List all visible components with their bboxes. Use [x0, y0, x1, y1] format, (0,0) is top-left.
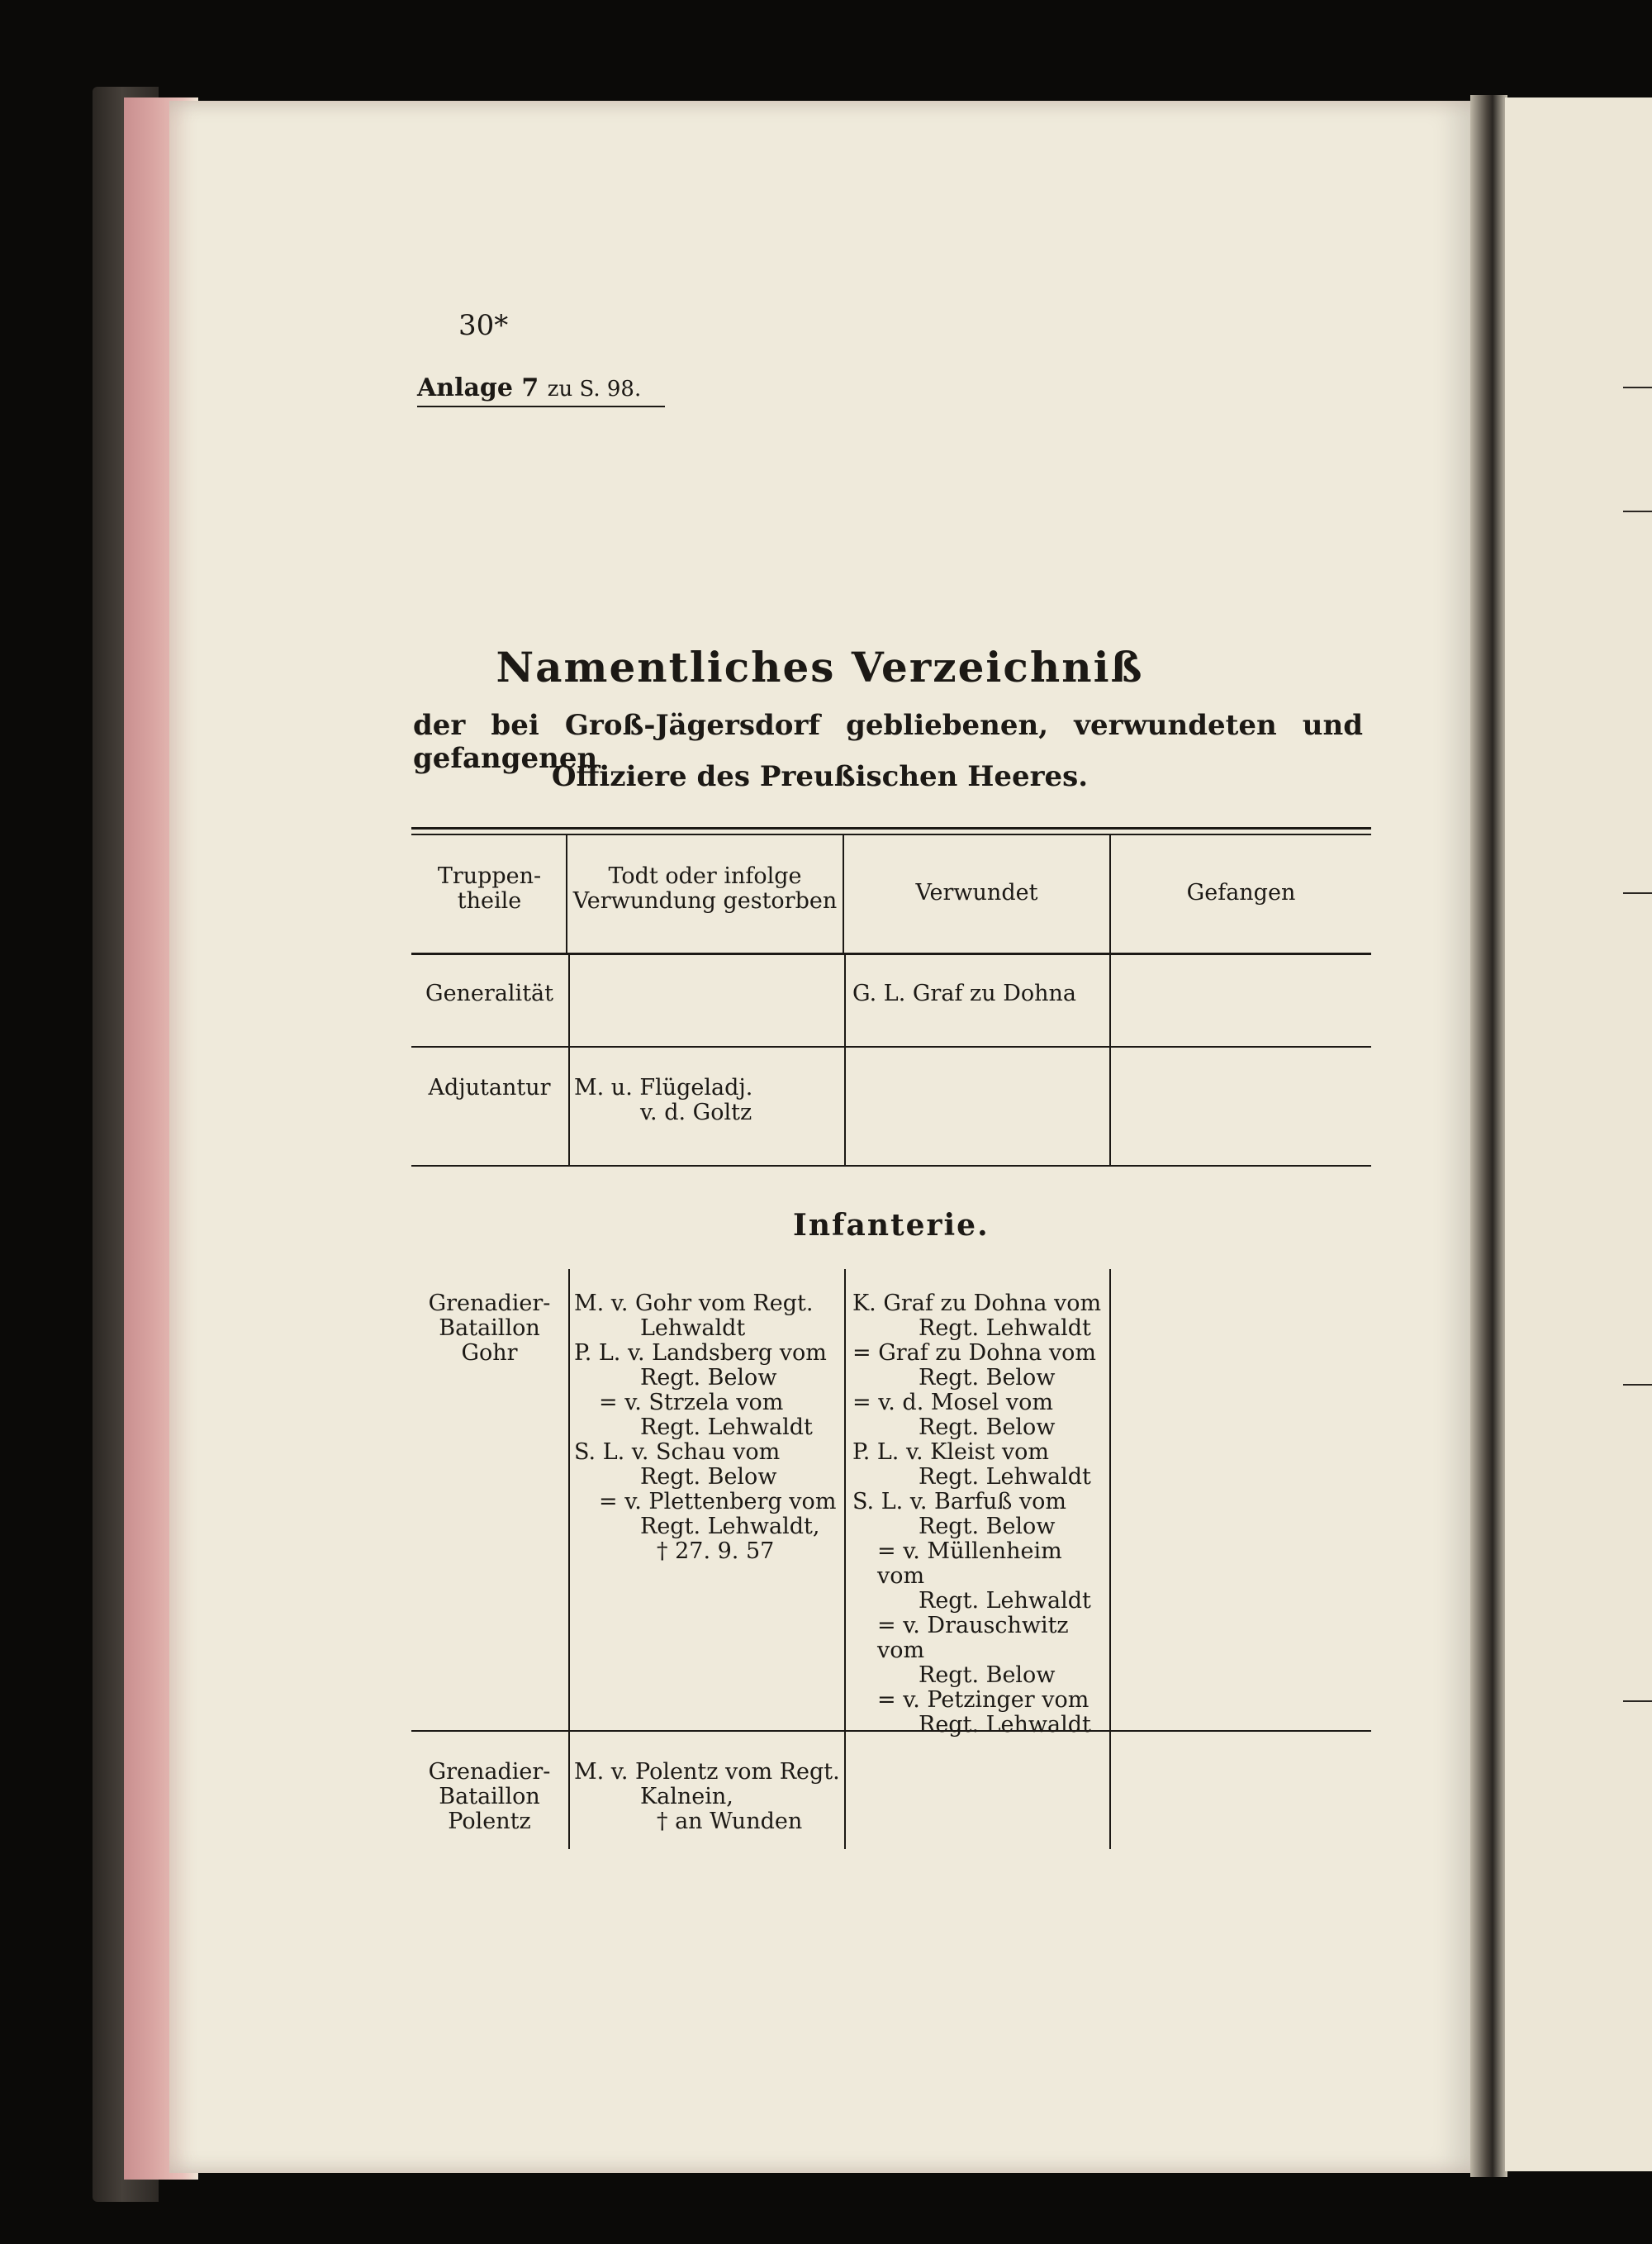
row-dead-line: M. u. Flügeladj. [574, 1075, 753, 1101]
row-unit: Generalität [425, 981, 553, 1006]
entry-line: S. L. v. Barfuß vom [852, 1489, 1066, 1514]
entry-line: P. L. v. Kleist vom [852, 1439, 1049, 1465]
entry-line: = v. Strzela vom [599, 1390, 784, 1415]
entry-line: Regt. Lehwaldt [919, 1712, 1091, 1738]
row-unit: Adjutantur [428, 1075, 551, 1101]
column-rule [1109, 1732, 1111, 1849]
header-troops-line1: Truppen- [437, 863, 542, 889]
entry-line: Regt. Lehwaldt, [640, 1514, 820, 1539]
infantry-unit-line: Grenadier- [428, 1291, 551, 1316]
row-wounded: G. L. Graf zu Dohna [852, 981, 1076, 1006]
section-title-infantry: Infanterie. [793, 1208, 990, 1243]
infantry-dead-list [574, 1291, 838, 1564]
column-rule [1109, 955, 1111, 1165]
column-rule [568, 1269, 570, 1730]
infantry-unit-line: Polentz [448, 1809, 531, 1834]
entry-line: = Graf zu Dohna vom [852, 1340, 1097, 1366]
row-rule [411, 1046, 1371, 1048]
infantry-unit-line: Bataillon [439, 1315, 540, 1341]
infantry-unit [413, 1760, 566, 1834]
entry-line: † 27. 9. 57 [657, 1538, 775, 1564]
book-page [169, 101, 1470, 2173]
header-dead [567, 864, 843, 914]
entry-line: Regt. Lehwaldt [919, 1588, 1091, 1614]
entry-line: = v. Plettenberg vom [599, 1489, 837, 1514]
infantry-unit-line: Bataillon [439, 1784, 540, 1809]
column-rule [844, 955, 846, 1165]
entry-line: = v. d. Mosel vom [852, 1390, 1053, 1415]
row-rule [411, 1165, 1371, 1167]
appendix-label [417, 373, 665, 407]
column-rule [568, 955, 570, 1165]
facing-page [1505, 97, 1652, 2171]
entry-line: = v. Drauschwitz vom [877, 1613, 1069, 1663]
page-number: 30* [458, 309, 509, 342]
facing-page-rule [1623, 511, 1652, 512]
entry-line: † an Wunden [657, 1809, 803, 1834]
facing-page-rule [1623, 387, 1652, 388]
document-subtitle: der bei Groß-Jägersdorf gebliebenen, verwundeten und gefangenen [413, 709, 1363, 775]
entry-line: S. L. v. Schau vom [574, 1439, 781, 1465]
row-dead [574, 1076, 838, 1125]
entry-line: Lehwaldt [640, 1315, 746, 1341]
entry-line: Kalnein, [640, 1784, 733, 1809]
entry-line: K. Graf zu Dohna vom [852, 1291, 1102, 1316]
entry-line: Regt. Lehwaldt [919, 1315, 1091, 1341]
entry-line: Regt. Lehwaldt [640, 1414, 813, 1440]
entry-line: Regt. Lehwaldt [919, 1464, 1091, 1490]
document-title: Namentliches Verzeichniß [496, 643, 1144, 692]
facing-page-rule [1623, 1700, 1652, 1702]
header-wounded: Verwundet [915, 880, 1038, 906]
infantry-dead-list [574, 1760, 847, 1834]
entry-line: Regt. Below [640, 1464, 777, 1490]
appendix-reference: zu S. 98. [547, 377, 642, 402]
entry-line: Regt. Below [919, 1414, 1056, 1440]
infantry-unit [413, 1291, 566, 1366]
entry-line: Regt. Below [919, 1514, 1056, 1539]
column-rule [568, 1732, 570, 1849]
infantry-unit-line: Gohr [461, 1340, 518, 1366]
entry-line: = v. Müllenheim vom [877, 1538, 1062, 1589]
appendix-number: Anlage 7 [417, 373, 539, 402]
document-subtitle-2: Offiziere des Preußischen Heeres. [551, 760, 1089, 793]
entry-line: Regt. Below [640, 1365, 777, 1391]
facing-page-rule [1623, 1384, 1652, 1386]
entry-line: M. v. Polentz vom Regt. [574, 1759, 840, 1785]
table-top-rule-thin [411, 834, 1371, 835]
table-top-rule [411, 827, 1371, 830]
header-captured: Gefangen [1186, 880, 1296, 906]
entry-line: M. v. Gohr vom Regt. [574, 1291, 814, 1316]
column-rule [844, 1269, 846, 1730]
column-rule [1109, 1269, 1111, 1730]
infantry-wounded-list [852, 1291, 1108, 1738]
entry-line: Regt. Below [919, 1662, 1056, 1688]
header-dead-line2: Verwundung gestorben [572, 888, 838, 914]
infantry-unit-line: Grenadier- [428, 1759, 551, 1785]
entry-line: = v. Petzinger vom [877, 1687, 1089, 1713]
header-bottom-rule [411, 953, 1371, 955]
header-troops-line2: theile [457, 888, 522, 914]
entry-line: Regt. Below [919, 1365, 1056, 1391]
row-dead-line: v. d. Goltz [640, 1100, 752, 1125]
book-gutter [1470, 95, 1507, 2177]
entry-line: P. L. v. Landsberg vom [574, 1340, 827, 1366]
facing-page-rule [1623, 892, 1652, 894]
header-troops [413, 864, 566, 914]
header-dead-line1: Todt oder infolge [608, 863, 802, 889]
